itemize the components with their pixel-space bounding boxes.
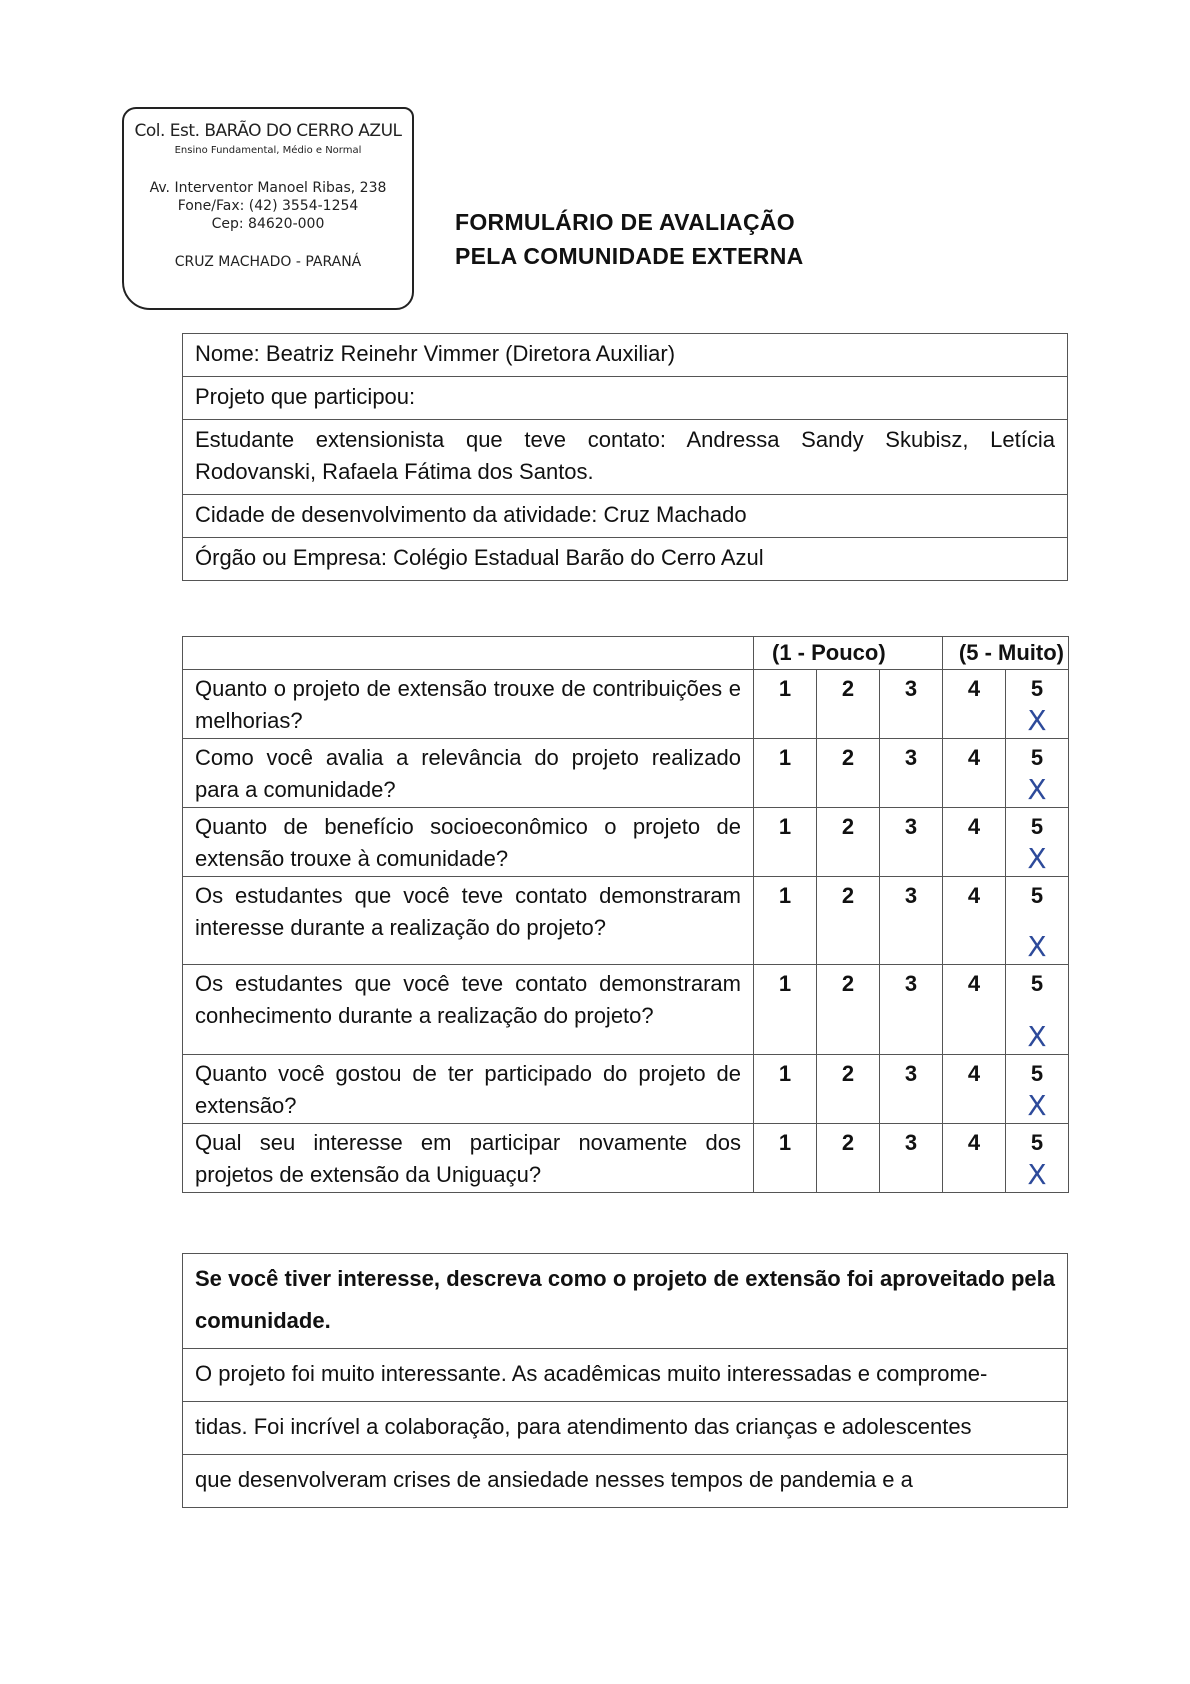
rating-number: 1 xyxy=(778,676,792,701)
rating-row xyxy=(183,877,1069,965)
handwritten-x-mark: X xyxy=(1027,704,1047,737)
rating-option-2[interactable] xyxy=(817,1124,880,1193)
rating-header-blank xyxy=(183,637,754,670)
rating-option-4[interactable] xyxy=(943,739,1006,808)
rating-question: Os estudantes que você teve contato demonstraram interesse durante a realização do projeto? xyxy=(183,877,754,965)
rating-option-4[interactable] xyxy=(943,877,1006,965)
rating-question: Os estudantes que você teve contato demonstraram conhecimento durante a realização do projeto? xyxy=(183,965,754,1055)
rating-option-5[interactable] xyxy=(1006,739,1069,808)
rating-number: 2 xyxy=(841,745,855,770)
rating-number: 5 xyxy=(1030,814,1044,839)
rating-number: 5 xyxy=(1030,676,1044,701)
rating-table xyxy=(182,636,1069,1193)
rating-number: 4 xyxy=(967,971,981,996)
rating-option-2[interactable] xyxy=(817,877,880,965)
info-field: Órgão ou Empresa: Colégio Estadual Barão do Cerro Azul xyxy=(183,538,1068,581)
handwritten-x-mark: X xyxy=(1027,1089,1047,1122)
rating-number: 2 xyxy=(841,883,855,908)
stamp-school-type: Ensino Fundamental, Médio e Normal xyxy=(174,145,362,156)
rating-number: 1 xyxy=(778,1061,792,1086)
rating-option-1[interactable] xyxy=(754,965,817,1055)
rating-number: 4 xyxy=(967,883,981,908)
rating-option-5[interactable] xyxy=(1006,1124,1069,1193)
rating-option-1[interactable] xyxy=(754,739,817,808)
info-row xyxy=(183,420,1068,495)
rating-number: 1 xyxy=(778,814,792,839)
rating-number: 2 xyxy=(841,814,855,839)
rating-option-2[interactable] xyxy=(817,965,880,1055)
stamp-cep: Cep: 84620-000 xyxy=(211,216,325,232)
rating-question: Quanto você gostou de ter participado do projeto de extensão? xyxy=(183,1055,754,1124)
rating-number: 5 xyxy=(1030,1130,1044,1155)
rating-number: 2 xyxy=(841,1130,855,1155)
rating-option-2[interactable] xyxy=(817,670,880,739)
rating-option-2[interactable] xyxy=(817,1055,880,1124)
rating-number: 5 xyxy=(1030,745,1044,770)
rating-option-5[interactable] xyxy=(1006,877,1069,965)
rating-number: 2 xyxy=(841,676,855,701)
rating-option-1[interactable] xyxy=(754,670,817,739)
rating-number: 3 xyxy=(904,676,918,701)
school-stamp xyxy=(122,107,414,310)
rating-option-3[interactable] xyxy=(880,670,943,739)
rating-option-1[interactable] xyxy=(754,1055,817,1124)
rating-question: Qual seu interesse em participar novamente dos projetos de extensão da Uniguaçu? xyxy=(183,1124,754,1193)
rating-number: 4 xyxy=(967,1130,981,1155)
rating-row xyxy=(183,965,1069,1055)
rating-number: 1 xyxy=(778,1130,792,1155)
rating-number: 2 xyxy=(841,1061,855,1086)
rating-option-3[interactable] xyxy=(880,1055,943,1124)
rating-option-5[interactable] xyxy=(1006,1055,1069,1124)
description-line-row xyxy=(183,1402,1068,1455)
rating-number: 3 xyxy=(904,1061,918,1086)
description-header: Se você tiver interesse, descreva como o projeto de extensão foi aproveitado pela comunidade. xyxy=(183,1254,1068,1349)
rating-option-1[interactable] xyxy=(754,877,817,965)
rating-option-2[interactable] xyxy=(817,808,880,877)
info-row xyxy=(183,495,1068,538)
rating-row xyxy=(183,670,1069,739)
rating-header-row xyxy=(183,637,1069,670)
rating-number: 5 xyxy=(1030,1061,1044,1086)
info-table xyxy=(182,333,1068,581)
rating-option-4[interactable] xyxy=(943,965,1006,1055)
rating-number: 4 xyxy=(967,1061,981,1086)
handwritten-x-mark: X xyxy=(1027,1020,1047,1053)
rating-option-4[interactable] xyxy=(943,670,1006,739)
description-line-row xyxy=(183,1349,1068,1402)
rating-question: Como você avalia a relevância do projeto realizado para a comunidade? xyxy=(183,739,754,808)
form-title xyxy=(455,205,835,273)
stamp-phone: Fone/Fax: (42) 3554-1254 xyxy=(177,198,359,214)
rating-question: Quanto de benefício socioeconômico o projeto de extensão trouxe à comunidade? xyxy=(183,808,754,877)
stamp-city: CRUZ MACHADO - PARANÁ xyxy=(174,254,362,270)
rating-row xyxy=(183,1055,1069,1124)
description-line: que desenvolveram crises de ansiedade nesses tempos de pandemia e a xyxy=(183,1455,1068,1508)
rating-number: 5 xyxy=(1030,971,1044,996)
description-line: tidas. Foi incrível a colaboração, para atendimento das crianças e adolescentes xyxy=(183,1402,1068,1455)
rating-row xyxy=(183,808,1069,877)
info-field: Cidade de desenvolvimento da atividade: Cruz Machado xyxy=(183,495,1068,538)
rating-number: 3 xyxy=(904,883,918,908)
info-row xyxy=(183,334,1068,377)
rating-question: Quanto o projeto de extensão trouxe de contribuições e melhorias? xyxy=(183,670,754,739)
handwritten-x-mark: X xyxy=(1027,842,1047,875)
rating-number: 4 xyxy=(967,814,981,839)
rating-number: 3 xyxy=(904,971,918,996)
description-header-row xyxy=(183,1254,1068,1349)
rating-number: 3 xyxy=(904,814,918,839)
rating-number: 1 xyxy=(778,745,792,770)
handwritten-x-mark: X xyxy=(1027,930,1047,963)
handwritten-x-mark: X xyxy=(1027,773,1047,806)
rating-row xyxy=(183,739,1069,808)
rating-option-3[interactable] xyxy=(880,1124,943,1193)
rating-option-2[interactable] xyxy=(817,739,880,808)
handwritten-x-mark: X xyxy=(1027,1158,1047,1191)
stamp-address: Av. Interventor Manoel Ribas, 238 xyxy=(149,180,387,196)
rating-option-5[interactable] xyxy=(1006,808,1069,877)
rating-number: 2 xyxy=(841,971,855,996)
description-line-row xyxy=(183,1455,1068,1508)
scale-high-label: (5 - Muito) xyxy=(943,637,1069,670)
info-field: Estudante extensionista que teve contato: Andressa Sandy Skubisz, Letícia Rodovanski, Rafaela Fátima dos Santos. xyxy=(183,420,1068,495)
rating-option-3[interactable] xyxy=(880,808,943,877)
rating-number: 3 xyxy=(904,745,918,770)
rating-number: 3 xyxy=(904,1130,918,1155)
info-field: Projeto que participou: xyxy=(183,377,1068,420)
rating-row xyxy=(183,1124,1069,1193)
info-row xyxy=(183,538,1068,581)
rating-option-4[interactable] xyxy=(943,1055,1006,1124)
rating-number: 1 xyxy=(778,883,792,908)
rating-number: 4 xyxy=(967,745,981,770)
rating-option-1[interactable] xyxy=(754,808,817,877)
rating-option-5[interactable] xyxy=(1006,670,1069,739)
rating-option-3[interactable] xyxy=(880,739,943,808)
stamp-school-name: Col. Est. BARÃO DO CERRO AZUL xyxy=(134,121,402,141)
rating-option-3[interactable] xyxy=(880,965,943,1055)
rating-option-5[interactable] xyxy=(1006,965,1069,1055)
description-table xyxy=(182,1253,1068,1508)
rating-option-4[interactable] xyxy=(943,808,1006,877)
rating-option-4[interactable] xyxy=(943,1124,1006,1193)
form-title-line1: FORMULÁRIO DE AVALIAÇÃO xyxy=(455,209,795,235)
rating-option-1[interactable] xyxy=(754,1124,817,1193)
rating-number: 1 xyxy=(778,971,792,996)
rating-option-3[interactable] xyxy=(880,877,943,965)
scale-low-label: (1 - Pouco) xyxy=(754,637,943,670)
description-line: O projeto foi muito interessante. As acadêmicas muito interessadas e comprome- xyxy=(183,1349,1068,1402)
form-title-line2: PELA COMUNIDADE EXTERNA xyxy=(455,243,804,269)
rating-number: 5 xyxy=(1030,883,1044,908)
info-field: Nome: Beatriz Reinehr Vimmer (Diretora Auxiliar) xyxy=(183,334,1068,377)
rating-number: 4 xyxy=(967,676,981,701)
info-row xyxy=(183,377,1068,420)
